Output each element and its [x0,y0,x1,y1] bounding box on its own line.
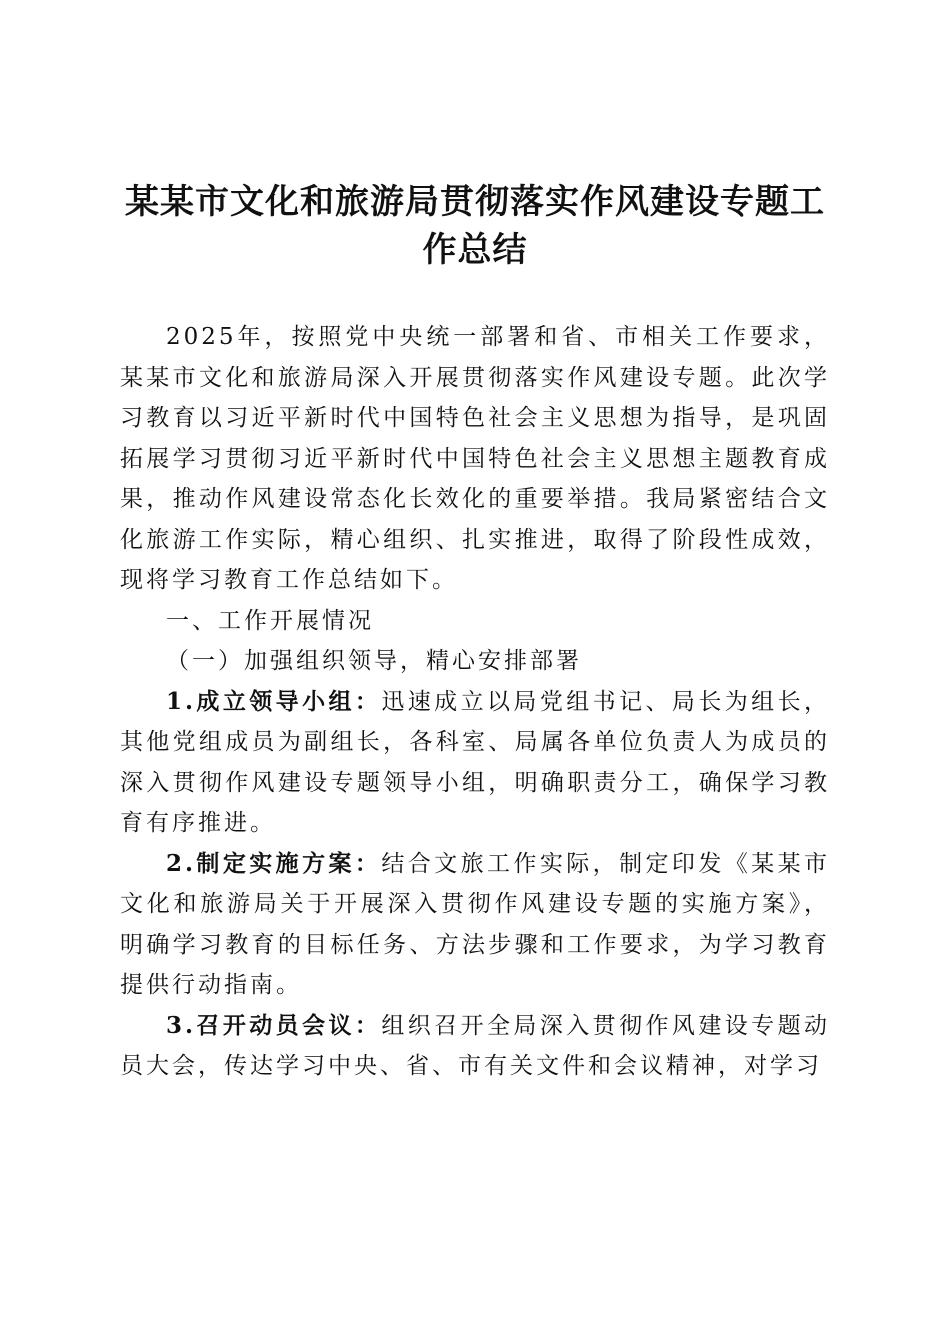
list-item [120,682,830,844]
document-title: 某某市文化和旅游局贯彻落实作风建设专题工作总结 [125,182,825,270]
section-heading: 一、工作开展情况 [166,607,374,634]
item-text: 组织召开全局深入贯彻作风建设专题动员大会，传达学习中央、省、市有关文件和会议精神，对学习 [120,1012,830,1079]
item-text: 结合文旅工作实际，制定印发《某某市文化和旅游局关于开展深入贯彻作风建设专题的实施方案》，明确学习教育的目标任务、方法步骤和工作要求，为学习教育提供行动指南。 [120,850,830,998]
item-text: 迅速成立以局党组书记、局长为组长，其他党组成员为副组长，各科室、局属各单位负责人为成员的深入贯彻作风建设专题领导小组，明确职责分工，确保学习教育有序推进。 [120,688,830,836]
document-body [120,317,830,1087]
subsection-heading: （一）加强组织领导，精心安排部署 [166,648,582,674]
item-lead: 3.召开动员会议： [166,1011,382,1039]
list-item [120,844,830,1006]
list-item [120,1006,830,1087]
item-lead: 2.制定实施方案： [166,849,382,877]
intro-paragraph: 2025年，按照党中央统一部署和省、市相关工作要求，某某市文化和旅游局深入开展贯彻落实作风建设专题。此次学习教育以习近平新时代中国特色社会主义思想为指导，是巩固拓展学习贯彻习近平新时代中国特色社会主义思想主题教育成果，推动作风建设常态化长效化的重要举措。我局紧密结合文化旅游工作实际，精心组织、扎实推进，取得了阶段性成效，现将学习教育工作总结如下。 [120,324,830,593]
item-lead: 1.成立领导小组： [166,687,382,715]
